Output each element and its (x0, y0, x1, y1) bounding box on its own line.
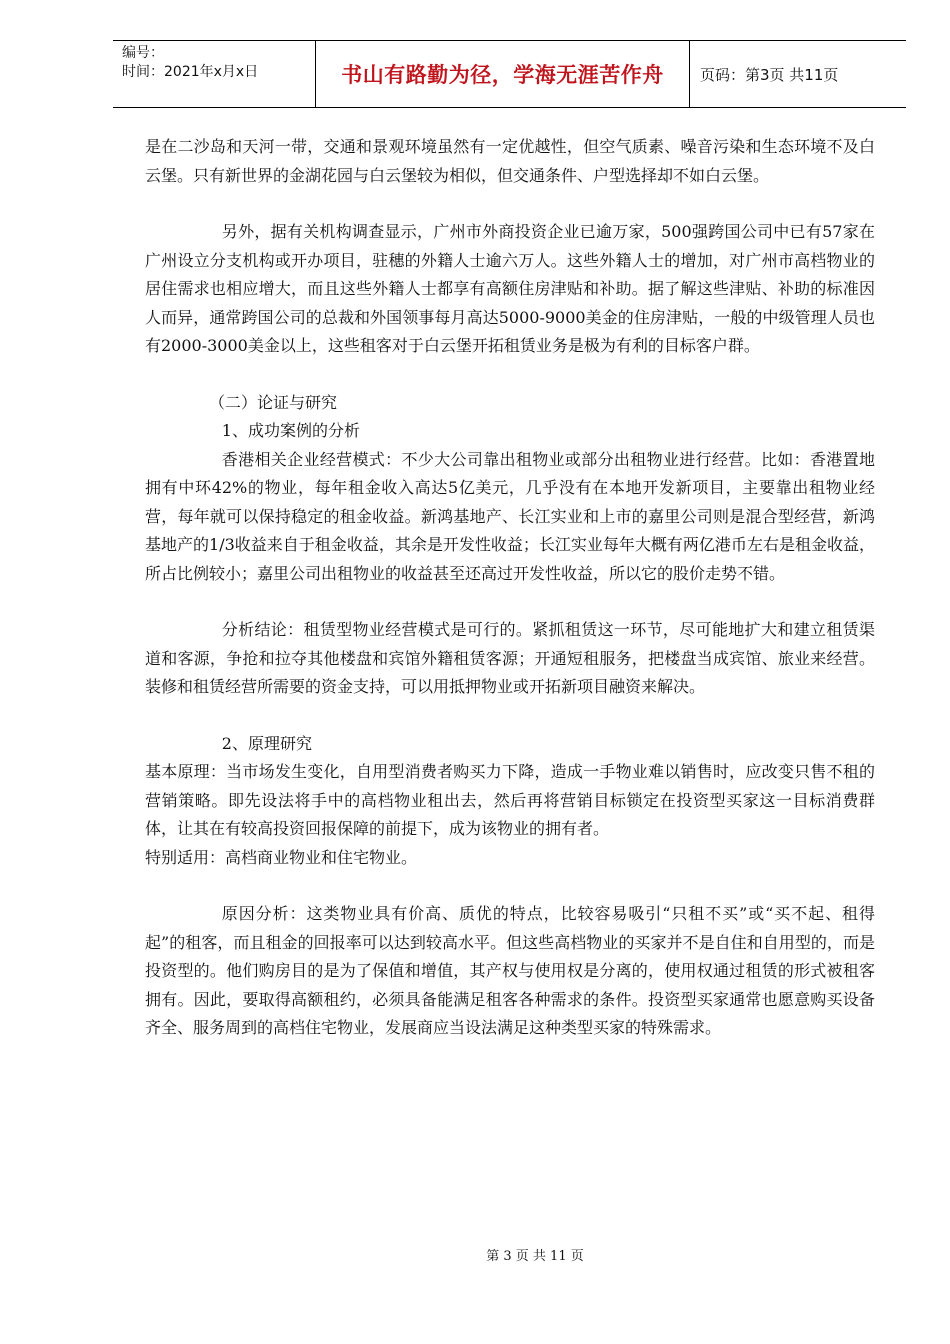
subsection-heading: 2、原理研究 (221, 733, 312, 753)
paragraph: 基本原理：当市场发生变化，自用型消费者购买力下降，造成一手物业难以销售时，应改变只售不租的营销策略。即先设法将手中的高档物业租出去，然后再将营销目标锁定在投资型买家这一目标消费群体，让其在有较高投资回报保障的前提下，成为该物业的拥有者。 (145, 762, 875, 838)
page-header (113, 40, 906, 108)
header-page-number: 页码：第3页 共11页 (700, 65, 839, 84)
section-heading: （二）论证与研究 (209, 392, 338, 412)
paragraph: 分析结论：租赁型物业经营模式是可行的。紧抓租赁这一环节，尽可能地扩大和建立租赁渠道和客源，争抢和拉夺其他楼盘和宾馆外籍租赁客源；开通短租服务，把楼盘当成宾馆、旅业来经营。装修和租赁经营所需要的资金支持，可以用抵押物业或开拓新项目融资来解决。 (145, 620, 875, 696)
paragraph: 是在二沙岛和天河一带，交通和景观环境虽然有一定优越性，但空气质素、噪音污染和生态环境不及白云堡。只有新世界的金湖花园与白云堡较为相似，但交通条件、户型选择却不如白云堡。 (145, 137, 875, 185)
number-label: 编号： (122, 45, 164, 61)
time-label: 时间：2021年x月x日 (122, 64, 259, 80)
paragraph: 原因分析：这类物业具有价高、质优的特点，比较容易吸引“只租不买”或“买不起、租得起”的租客，而且租金的回报率可以达到较高水平。但这些高档物业的买家并不是自住和自用型的，而是投资型的。他们购房目的是为了保值和增值，其产权与使用权是分离的，使用权通过租赁的形式被租客拥有。因此，要取得高额租约，必须具备能满足租客各种需求的条件。投资型买家通常也愿意购买设备齐全、服务周到的高档住宅物业，发展商应当设法满足这种类型买家的特殊需求。 (145, 904, 875, 1037)
paragraph: 特别适用：高档商业物业和住宅物业。 (145, 847, 418, 867)
document-body (145, 133, 875, 1043)
page-footer: 第 3 页 共 11 页 (486, 1249, 584, 1264)
paragraph: 香港相关企业经营模式：不少大公司靠出租物业或部分出租物业进行经营。比如：香港置地拥有中环42%的物业，每年租金收入高达5亿美元，几乎没有在本地开发新项目，主要靠出租物业经营，每年就可以保持稳定的租金收益。新鸿基地产、长江实业和上市的嘉里公司则是混合型经营，新鸿基地产的1/3收益来自于租金收益，其余是开发性收益；长江实业每年大概有两亿港币左右是租金收益，所占比例较小；嘉里公司出租物业的收益甚至还高过开发性收益，所以它的股价走势不错。 (145, 449, 875, 583)
header-meta (113, 41, 316, 107)
header-motto: 书山有路勤为径，学海无涯苦作舟 (316, 41, 690, 107)
subsection-heading: 1、成功案例的分析 (221, 421, 360, 440)
paragraph: 另外，据有关机构调查显示，广州市外商投资企业已逾万家，500强跨国公司中已有57家在广州设立分支机构或开办项目，驻穗的外籍人士逾六万人。这些外籍人士的增加，对广州市高档物业的居住需求也相应增大，而且这些外籍人士都享有高额住房津贴和补助。据了解这些津贴、补助的标准因人而异，通常跨国公司的总裁和外国领事每月高达5000-9000美金的住房津贴，一般的中级管理人员也有2000-3000美金以上，这些租客对于白云堡开拓租赁业务是极为有利的目标客户群。 (145, 222, 875, 355)
